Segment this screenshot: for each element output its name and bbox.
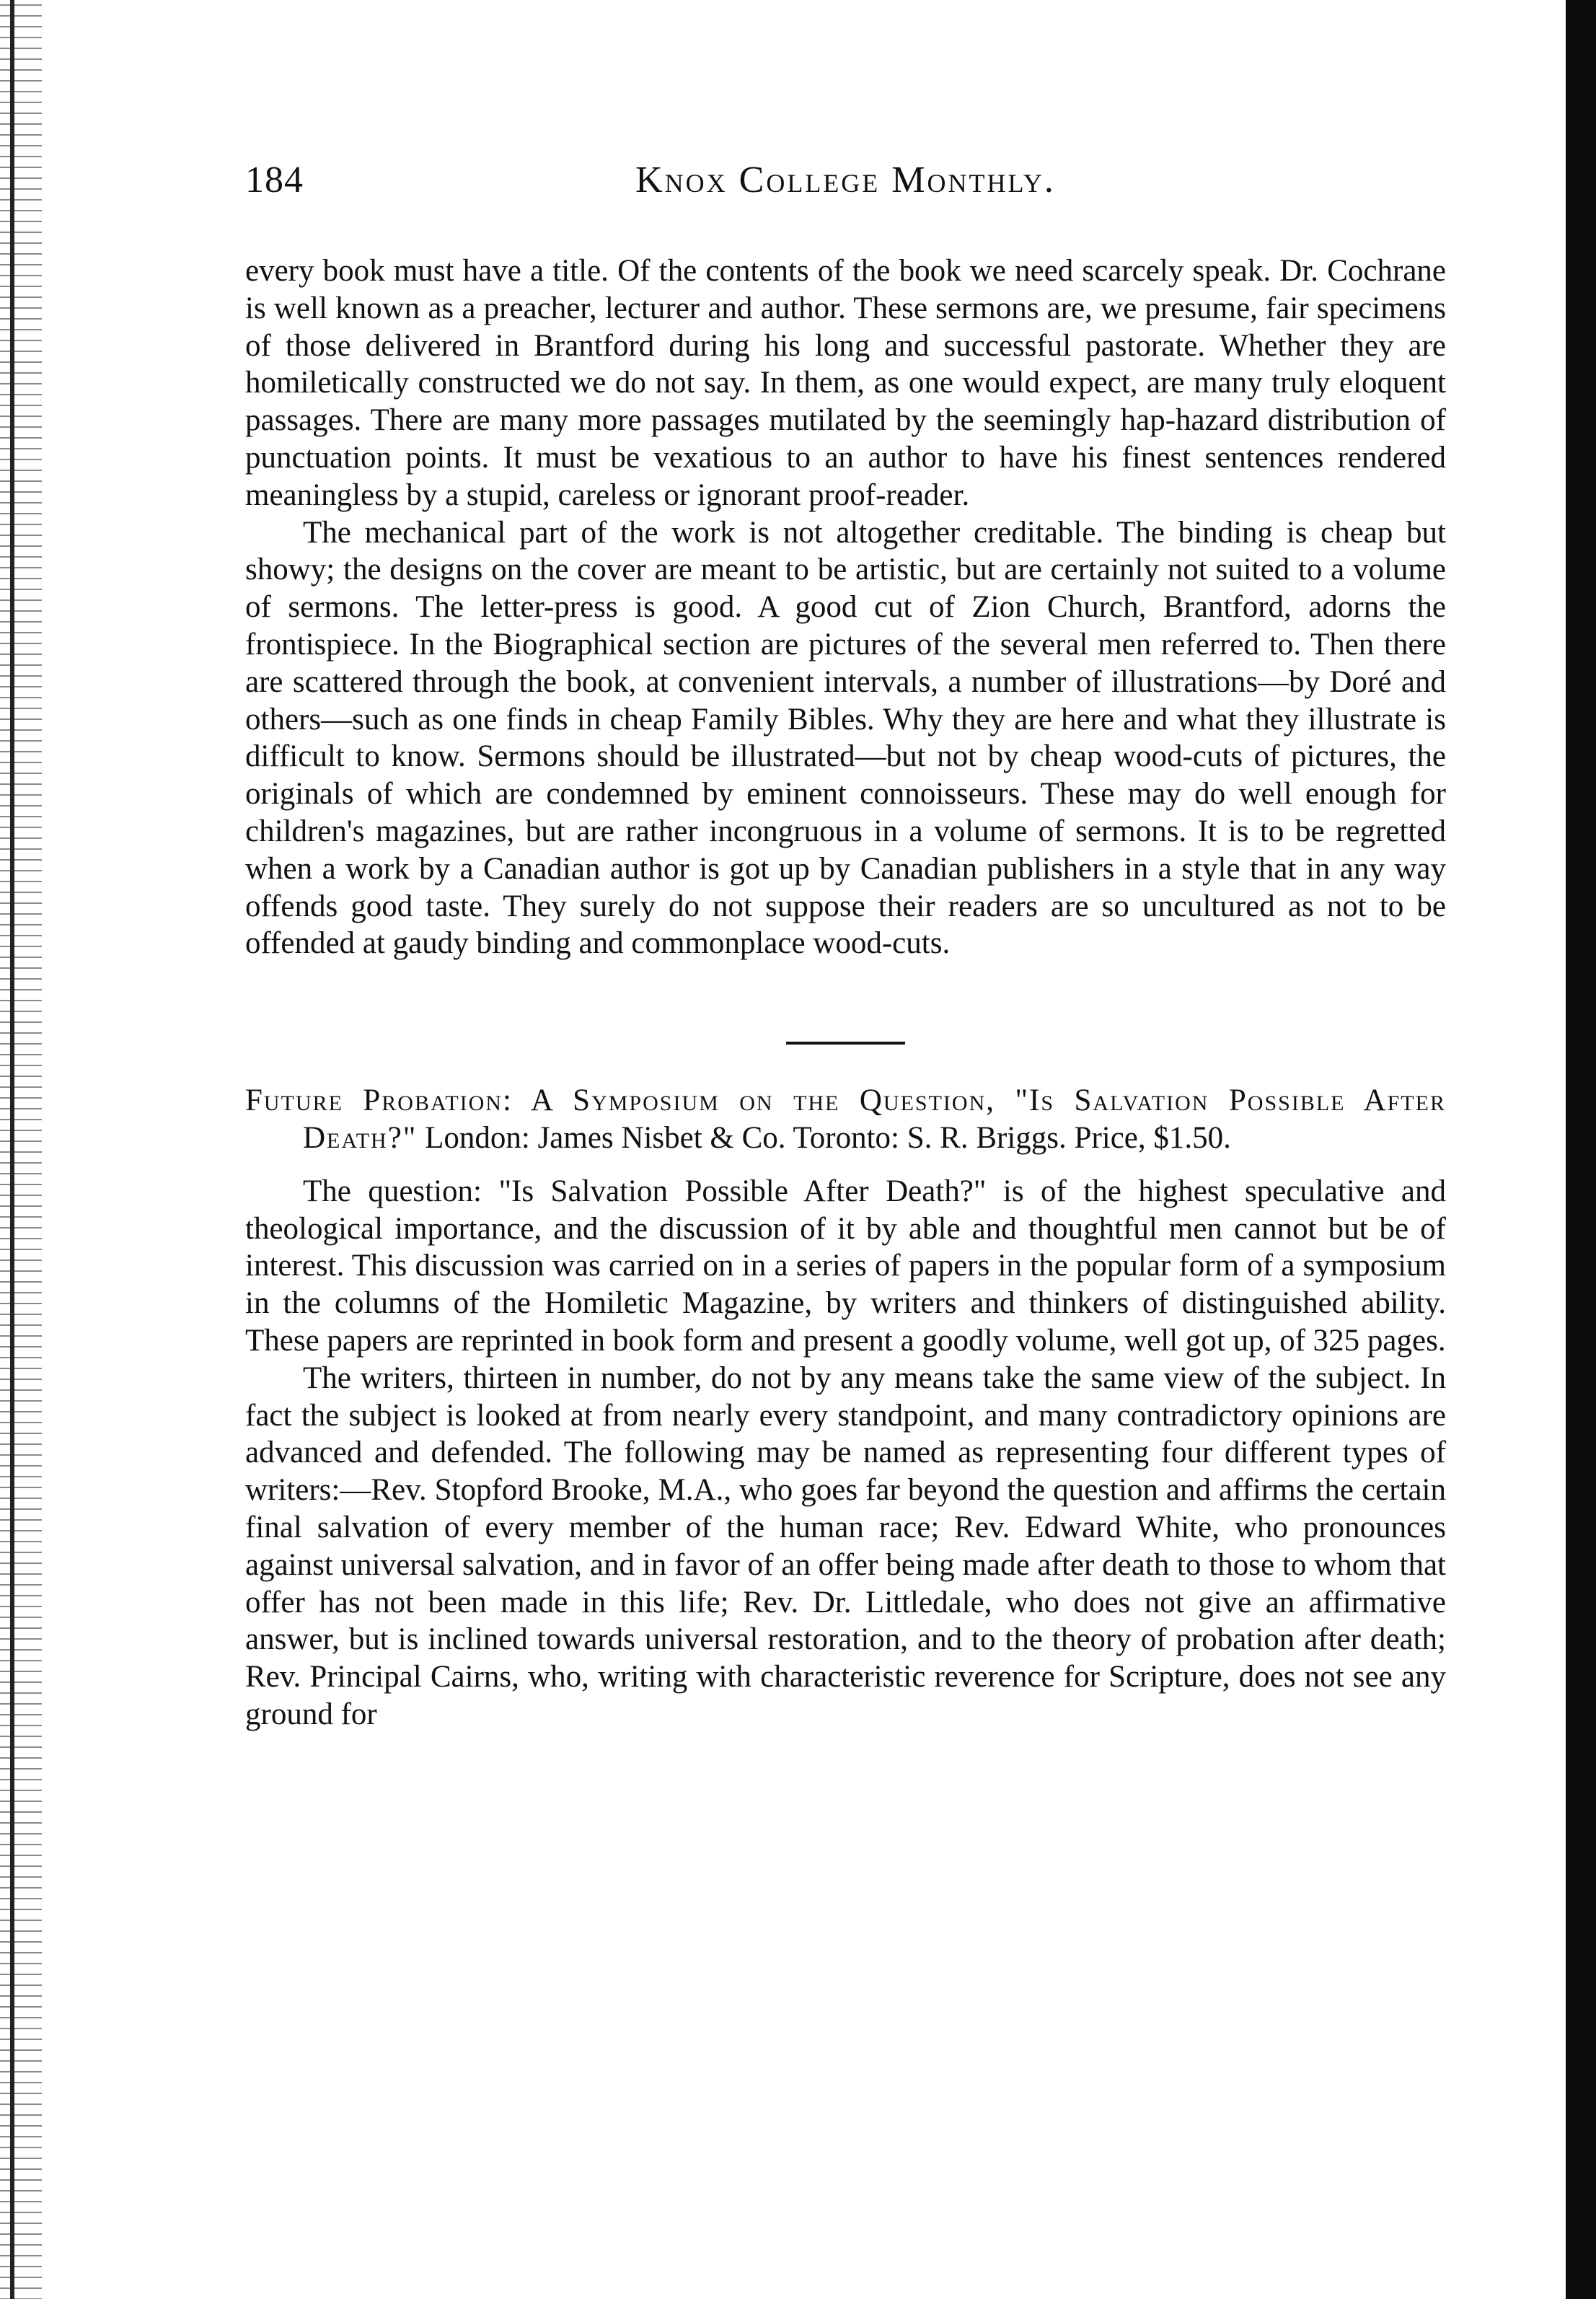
review-heading bbox=[245, 1082, 1446, 1157]
paragraph: The mechanical part of the work is not altogether creditable. The binding is cheap but showy; the designs on the cover are meant to be artistic, but are certainly not suited to a volume of sermons. The letter-press is good. A good cut of Zion Church, Brantford, adorns the frontispiece. In the Biographical section are pictures of the several men referred to. Then there are scattered through the book, at convenient intervals, a number of illustrations—by Doré and others—such as one finds in cheap Family Bibles. Why they are here and what they illustrate is difficult to know. Sermons should be illustrated—but not by cheap wood-cuts of pictures, the originals of which are condemned by eminent connoisseurs. These may do well enough for children's magazines, but are rather incongruous in a volume of sermons. It is to be regretted when a work by a Canadian author is got up by Canadian publishers in a style that in any way offends good taste. They surely do not suppose their readers are so uncultured as not to be offended at gaudy binding and commonplace wood-cuts. bbox=[245, 515, 1446, 961]
review-1 bbox=[245, 252, 1446, 962]
review-2 bbox=[245, 1173, 1446, 1733]
page bbox=[245, 159, 1446, 1733]
review-title: Future Probation: A Symposium on the Question, "Is Salvation Possible After Death?" bbox=[245, 1083, 1446, 1155]
page-number: 184 bbox=[245, 159, 304, 201]
scan-edge-right bbox=[1566, 0, 1596, 2299]
paragraph: The question: "Is Salvation Possible After Death?" is of the highest speculative and theological importance, and the discussion of it by able and thoughtful men cannot but be of interest. This discussion was carried on in a series of papers in the popular form of a symposium in the columns of the Homiletic Magazine, by writers and thinkers of distinguished ability. These papers are reprinted in book form and present a goodly volume, well got up, of 325 pages. bbox=[245, 1174, 1446, 1358]
paragraph: every book must have a title. Of the contents of the book we need scarcely speak. Dr. Cochrane is well known as a preacher, lecturer and author. These sermons are, we presume, fair specimens of those delivered in Brantford during his long and successful pastorate. Whether they are homiletically constructed we do not say. In them, as one would expect, are many truly eloquent passages. There are many more passages mutilated by the seemingly hap-hazard distribution of punctuation points. It must be vexatious to an author to have his finest sentences rendered meaningless by a stupid, careless or ignorant proof-reader. bbox=[245, 254, 1446, 512]
scan-edge-line bbox=[10, 0, 14, 2299]
running-head bbox=[245, 159, 1446, 216]
journal-title: Knox College Monthly. bbox=[635, 159, 1056, 201]
publication-details: London: James Nisbet & Co. Toronto: S. R. Briggs. Price, $1.50. bbox=[417, 1120, 1231, 1155]
scan-gutter-left bbox=[0, 0, 42, 2299]
section-divider bbox=[786, 1042, 905, 1045]
paragraph: The writers, thirteen in number, do not by any means take the same view of the subject. In fact the subject is looked at from nearly every standpoint, and many contradictory opinions are advanced and defended. The following may be named as representing four different types of writers:—Rev. Stopford Brooke, M.A., who goes far beyond the question and affirms the certain final salvation of every member of the human race; Rev. Edward White, who pronounces against universal salvation, and in favor of an offer being made after death to those to whom that offer has not been made in this life; Rev. Dr. Littledale, who does not give an affirmative answer, but is inclined towards universal restoration, and to the theory of probation after death; Rev. Principal Cairns, who, writing with characteristic reverence for Scripture, does not see any ground for bbox=[245, 1361, 1446, 1731]
